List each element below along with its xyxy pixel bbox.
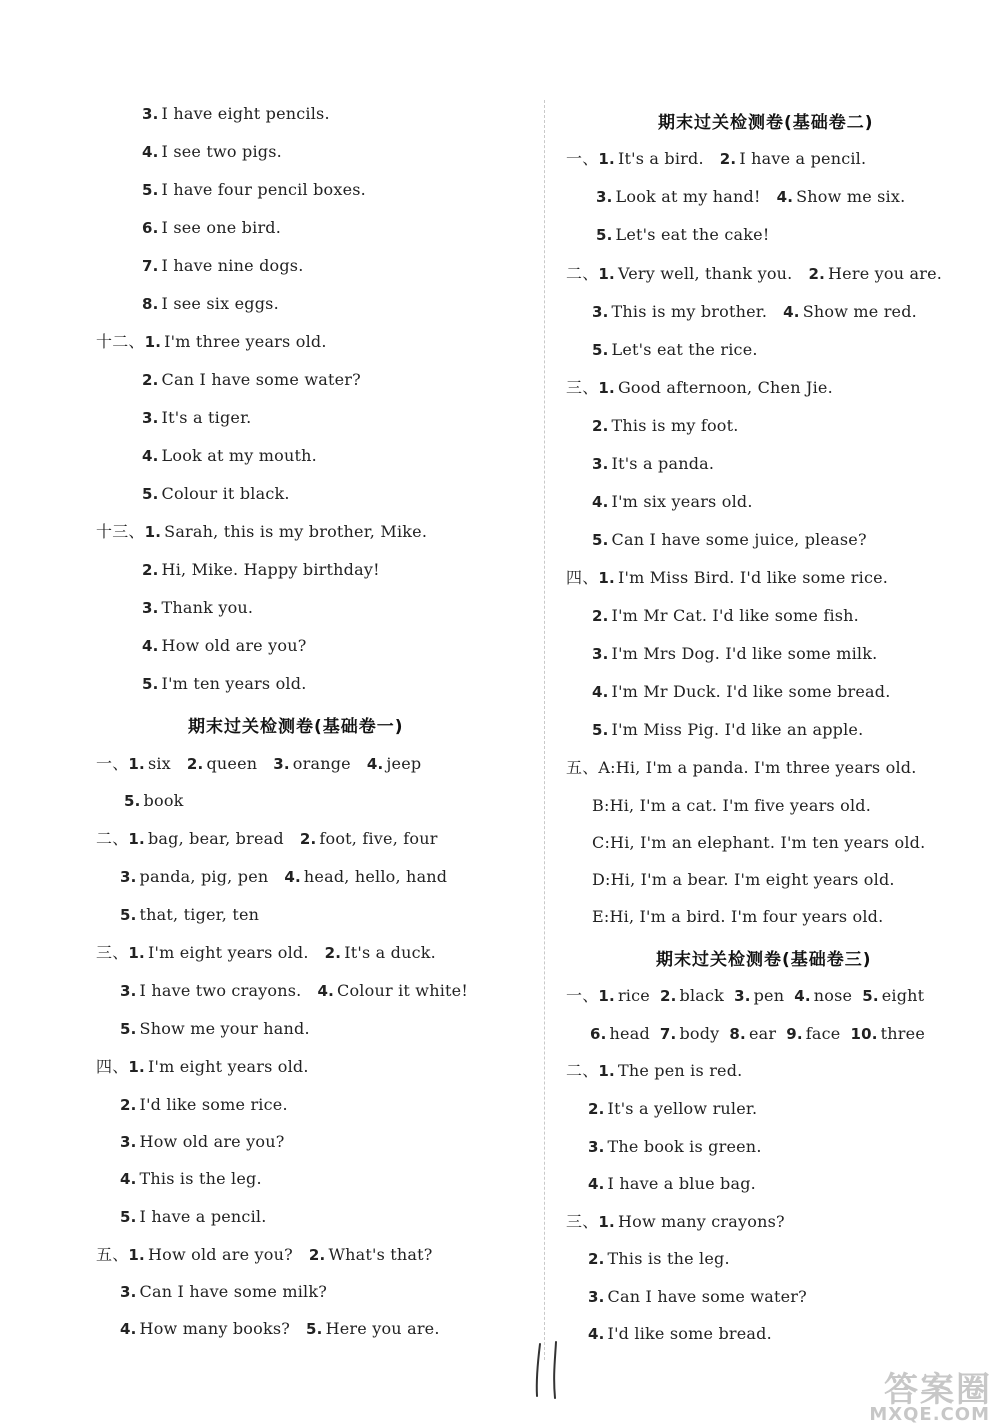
answer-line: 2. Hi, Mike. Happy birthday! xyxy=(142,560,380,579)
answer-line: 一、1. rice 2. black 3. pen 4. nose 5. eight xyxy=(566,986,925,1005)
answer-line: 3. This is my brother. 4. Show me red. xyxy=(592,302,917,321)
answer-line: 2. Can I have some water? xyxy=(142,370,361,389)
answer-line: 4. How many books? 5. Here you are. xyxy=(120,1319,440,1338)
answer-line: 五、A:Hi, I'm a panda. I'm three years old. xyxy=(566,758,917,777)
answer-line: 四、1. I'm Miss Bird. I'd like some rice. xyxy=(566,568,889,587)
answer-line: 3. How old are you? xyxy=(120,1132,285,1151)
answer-line: 4. I see two pigs. xyxy=(142,142,282,161)
answer-line: 3. Can I have some water? xyxy=(588,1287,807,1306)
answer-line: 三、1. How many crayons? xyxy=(566,1212,785,1231)
answer-line: B:Hi, I'm a cat. I'm five years old. xyxy=(592,796,871,815)
answer-line: 3. Thank you. xyxy=(142,598,254,617)
answer-line: 5. Let's eat the cake! xyxy=(596,225,770,244)
answer-line: 3. It's a tiger. xyxy=(142,408,252,427)
column-divider xyxy=(544,100,545,1360)
answer-line: 6. I see one bird. xyxy=(142,218,282,237)
answer-line: 2. I'd like some rice. xyxy=(120,1095,288,1114)
answer-line: 3. It's a panda. xyxy=(592,454,715,473)
watermark xyxy=(806,1362,1000,1427)
answer-line: 5. I'm ten years old. xyxy=(142,674,307,693)
answer-line: 十二、1. I'm three years old. xyxy=(96,332,327,351)
answer-line: 二、1. Very well, thank you. 2. Here you are. xyxy=(566,264,943,283)
answer-line: 4. This is the leg. xyxy=(120,1169,262,1188)
answer-line: 4. How old are you? xyxy=(142,636,307,655)
answer-line: 3. I have eight pencils. xyxy=(142,104,330,123)
answer-line: 5. that, tiger, ten xyxy=(120,905,260,924)
answer-line: 二、1. The pen is red. xyxy=(566,1061,743,1080)
answer-line: 5. I have four pencil boxes. xyxy=(142,180,366,199)
answer-line: 四、1. I'm eight years old. xyxy=(96,1057,309,1076)
answer-line: D:Hi, I'm a bear. I'm eight years old. xyxy=(592,870,895,889)
answer-line: 3. I have two crayons. 4. Colour it white! xyxy=(120,981,468,1000)
answer-line: 三、1. Good afternoon, Chen Jie. xyxy=(566,378,833,397)
answer-line: 2. This is my foot. xyxy=(592,416,739,435)
answer-line: 五、1. How old are you? 2. What's that? xyxy=(96,1245,433,1264)
answer-line: 4. I'd like some bread. xyxy=(588,1324,772,1343)
answer-line: 3. I'm Mrs Dog. I'd like some milk. xyxy=(592,644,878,663)
answer-line: 3. The book is green. xyxy=(588,1137,762,1156)
answer-line: 一、1. six 2. queen 3. orange 4. jeep xyxy=(96,754,422,773)
answer-line: 2. It's a yellow ruler. xyxy=(588,1099,758,1118)
answer-line: 4. I'm Mr Duck. I'd like some bread. xyxy=(592,682,891,701)
answer-line: 8. I see six eggs. xyxy=(142,294,279,313)
answer-line: 4. I'm six years old. xyxy=(592,492,753,511)
answer-line: E:Hi, I'm a bird. I'm four years old. xyxy=(592,907,884,926)
answer-line: 一、1. It's a bird. 2. I have a pencil. xyxy=(566,149,867,168)
answer-line: 三、1. I'm eight years old. 2. It's a duck. xyxy=(96,943,436,962)
answer-line: 2. I'm Mr Cat. I'd like some fish. xyxy=(592,606,859,625)
answer-line: 2. This is the leg. xyxy=(588,1249,730,1268)
answer-line: 6. head 7. body 8. ear 9. face 10. three xyxy=(590,1024,925,1043)
answer-line: 5. I have a pencil. xyxy=(120,1207,267,1226)
answer-line: 5. I'm Miss Pig. I'd like an apple. xyxy=(592,720,864,739)
watermark-url: MXQE.COM xyxy=(869,1404,990,1425)
watermark-logo: 答案圈 xyxy=(884,1370,992,1410)
answer-line: 3. Look at my hand! 4. Show me six. xyxy=(596,187,906,206)
answer-line: 十三、1. Sarah, this is my brother, Mike. xyxy=(96,522,428,541)
answer-line: 3. Can I have some milk? xyxy=(120,1282,328,1301)
answer-line: 5. Show me your hand. xyxy=(120,1019,310,1038)
answer-line: 5. Let's eat the rice. xyxy=(592,340,758,359)
answer-line: 5. book xyxy=(124,791,184,810)
answer-line: 4. I have a blue bag. xyxy=(588,1174,756,1193)
section-heading: 期末过关检测卷(基础卷三) xyxy=(656,950,872,970)
answer-line: 5. Can I have some juice, please? xyxy=(592,530,867,549)
handwritten-mark xyxy=(528,1340,568,1400)
section-heading: 期末过关检测卷(基础卷二) xyxy=(658,113,874,133)
answer-line: 7. I have nine dogs. xyxy=(142,256,304,275)
answer-line: 4. Look at my mouth. xyxy=(142,446,317,465)
answer-line: 二、1. bag, bear, bread 2. foot, five, four xyxy=(96,829,438,848)
answer-line: 5. Colour it black. xyxy=(142,484,290,503)
answer-line: 3. panda, pig, pen 4. head, hello, hand xyxy=(120,867,448,886)
answer-line: C:Hi, I'm an elephant. I'm ten years old. xyxy=(592,833,926,852)
section-heading: 期末过关检测卷(基础卷一) xyxy=(188,717,404,737)
